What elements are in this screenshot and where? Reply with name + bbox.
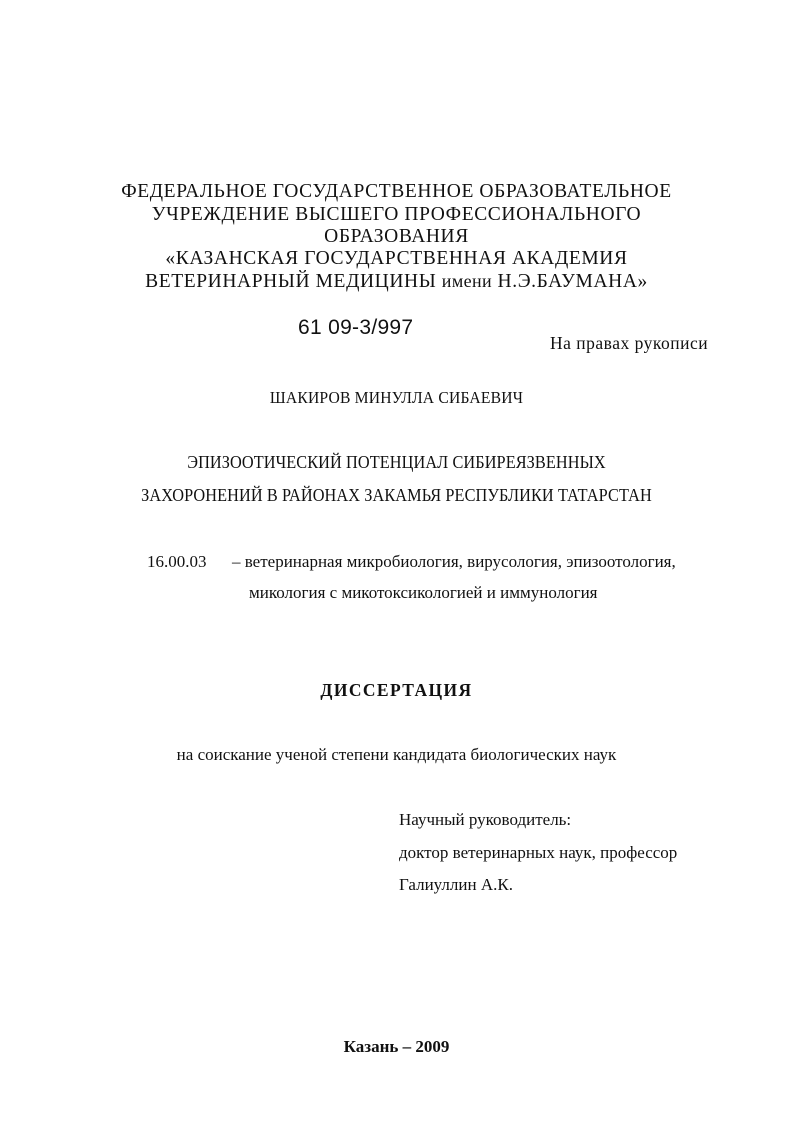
author-name: ШАКИРОВ МИНУЛЛА СИБАЕВИЧ — [269, 388, 524, 407]
document-type-heading: ДИССЕРТАЦИЯ — [320, 680, 473, 700]
institution-line-5-part-2: имени — [441, 271, 493, 291]
dissertation-title-line-2: ЗАХОРОНЕНИЙ В РАЙОНАХ ЗАКАМЬЯ РЕСПУБЛИКИ ТАТАРСТАН — [141, 485, 652, 505]
archive-number: 61 09-3/997 — [298, 316, 414, 339]
degree-statement: на соискание ученой степени кандидата биологических наук — [176, 745, 617, 764]
institution-line-5-part-1: ВЕТЕРИНАРНЫЙ МЕДИЦИНЫ — [145, 271, 442, 292]
institution-line-4: «КАЗАНСКАЯ ГОСУДАРСТВЕННАЯ АКАДЕМИЯ — [165, 248, 628, 269]
institution-line-5-part-3: Н.Э.БАУМАНА» — [492, 271, 648, 292]
manuscript-rights-note: На правах рукописи — [550, 333, 709, 353]
institution-line-5 — [0, 271, 793, 292]
supervisor-name: Галиуллин А.К. — [399, 875, 513, 894]
supervisor-label: Научный руководитель: — [399, 810, 572, 829]
specialty-description-line-1: – ветеринарная микробиология, вирусология, эпизоотология, — [232, 552, 676, 571]
specialty-description-line-2: микология с микотоксикологией и иммунология — [249, 583, 598, 602]
dissertation-title-line-1: ЭПИЗООТИЧЕСКИЙ ПОТЕНЦИАЛ СИБИРЕЯЗВЕННЫХ — [187, 452, 606, 472]
city-and-year: Казань – 2009 — [343, 1037, 450, 1056]
specialty-code: 16.00.03 — [147, 552, 207, 571]
institution-line-3: ОБРАЗОВАНИЯ — [324, 226, 469, 247]
supervisor-title: доктор ветеринарных наук, профессор — [399, 843, 678, 862]
institution-line-1: ФЕДЕРАЛЬНОЕ ГОСУДАРСТВЕННОЕ ОБРАЗОВАТЕЛЬНОЕ — [121, 181, 672, 202]
institution-line-2: УЧРЕЖДЕНИЕ ВЫСШЕГО ПРОФЕССИОНАЛЬНОГО — [151, 204, 642, 225]
